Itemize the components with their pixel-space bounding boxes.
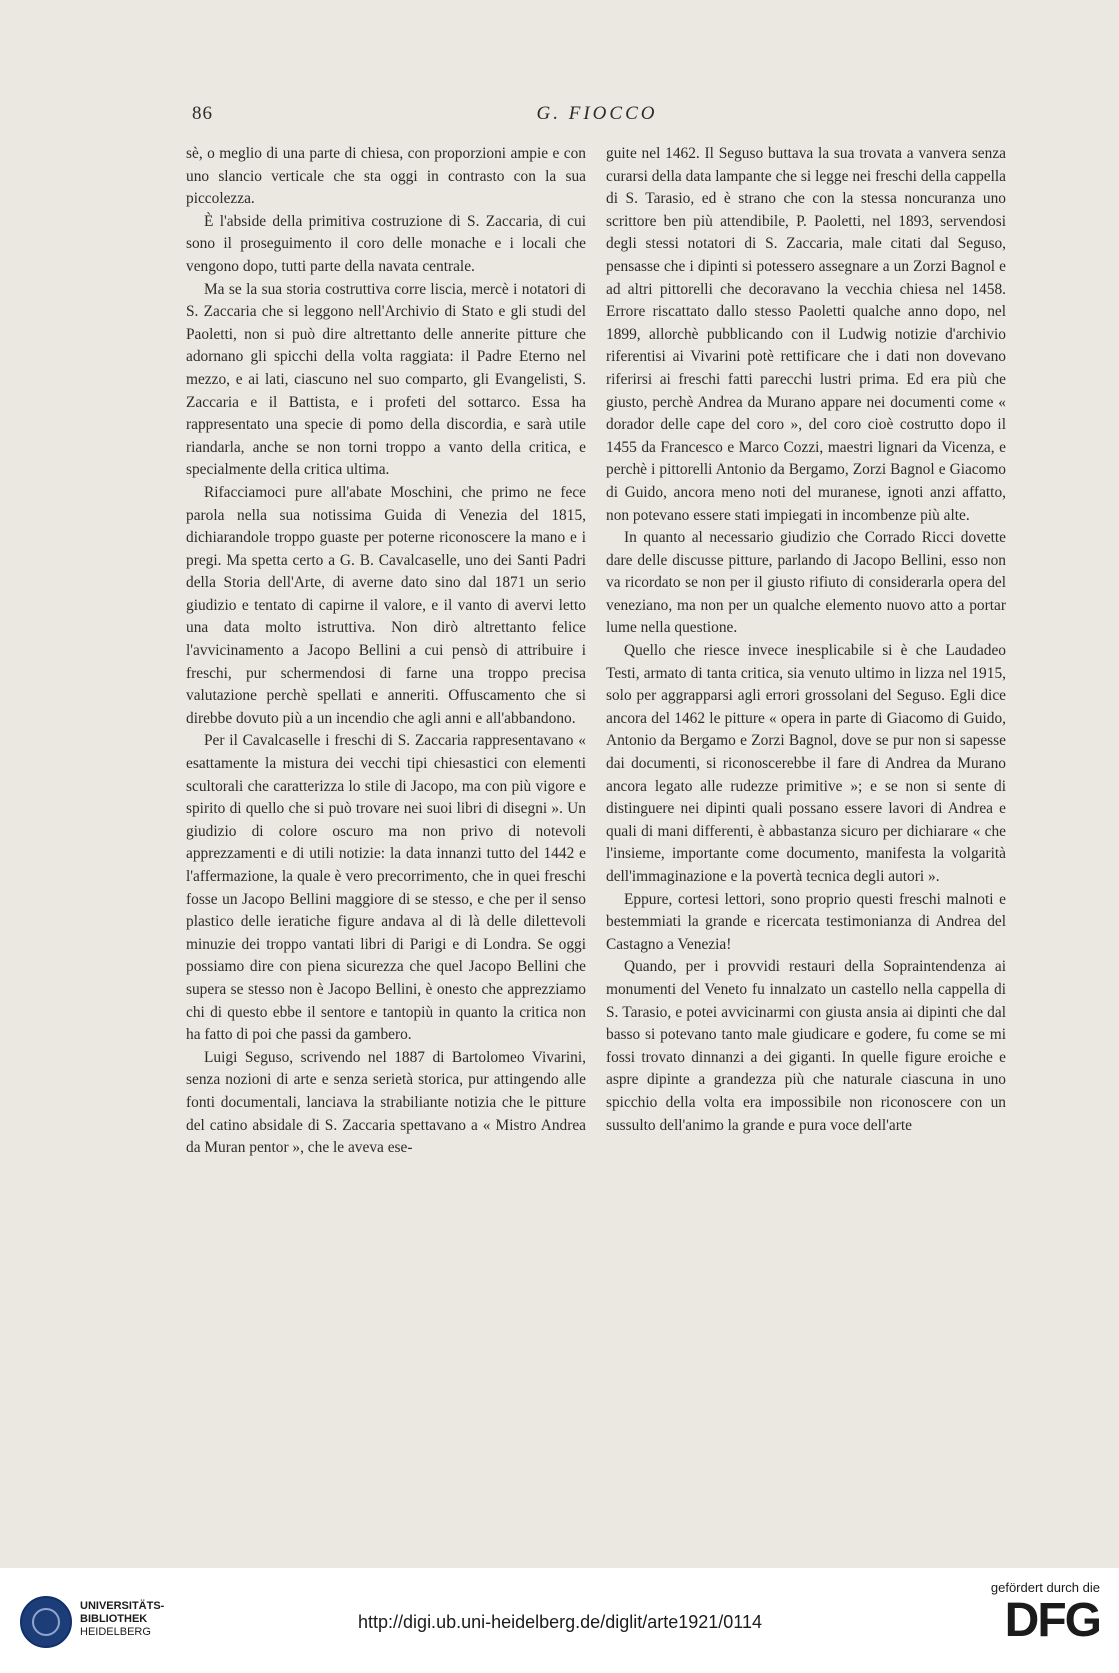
left-text-column [186,143,586,1160]
paragraph: Quello che riesce invece inesplicabile si è che Laudadeo Testi, armato di tanta critica, sia venuto ultimo in lizza nel 1915, solo per aggrapparsi agli errori grossolani del Seguso. Egli dice ancora del 1462 le pitture « opera in parte di Giacomo di Guido, Antonio da Bergamo e Zorzi Bagnol, dove se pur non si sapesse dai documenti, si riconoscerebbe il fare di Andrea da Murano ancora legato alle rudezze primitive »; e se non si sente di distinguere nei dipinti quali possano essere lavori di Andrea e quali di mani differenti, è abbastanza sicuro per dichiarare « che l'insieme, importante come documento, manifesta la volgarità dell'immaginazione e la povertà tecnica degli autori ». [606,642,1006,885]
running-head: G. FIOCCO [536,103,658,124]
paragraph: Eppure, cortesi lettori, sono proprio questi freschi malnoti e bestemmiati la grande e ricercata testimonianza di Andrea del Castagno a Venezia! [606,890,1006,953]
paragraph: Rifacciamoci pure all'abate Moschini, che primo ne fece parola nella sua notissima Guida di Venezia del 1815, dichiarandole troppo guaste per poterne riconoscere la mano e i pregi. Ma spetta certo a G. B. Cavalcaselle, uno dei Santi Padri della Storia dell'Arte, di averne dato sino dal 1871 un serio giudizio e tentato di capirne il valore, e il vanto di avervi letto una data molto istruttiva. Non dirò altrettanto felice l'avvicinamento a Jacopo Bellini a cui pensò di attribuire i freschi, pur schermendosi di farne una troppo precisa valutazione perchè spellati e anneriti. Offuscamento che si direbbe dovuto più a un incendio che agli anni e all'abbandono. [186,483,586,727]
page-header [192,103,1002,129]
library-name-line: HEIDELBERG [80,1626,151,1638]
permalink-url[interactable]: http://digi.ub.uni-heidelberg.de/diglit/arte1921/0114 [358,1612,762,1632]
paragraph: In quanto al necessario giudizio che Corrado Ricci dovette dare delle discusse pitture, parlando di Jacopo Bellini, esso non va ricordato se non per il giusto rifiuto di considerarla opera del veneziano, ma non per un qualche elemento nuovo atto a portar lume nella questione. [606,529,1006,637]
paragraph: Luigi Seguso, scrivendo nel 1887 di Bartolomeo Vivarini, senza nozioni di arte e senza serietà storica, pur attingendo alle fonti documentali, lanciava la strabiliante notizia che le pitture del catino absidale di S. Zaccaria spettavano a « Mistro Andrea da Muran pentor », che le aveva ese- [186,1048,586,1157]
paragraph: sè, o meglio di una parte di chiesa, con proporzioni ampie e con uno slancio verticale che sta oggi in contrasto con la sua piccolezza. [186,145,586,208]
right-text-column [606,143,1006,1137]
paragraph: È l'abside della primitiva costruzione di S. Zaccaria, di cui sono il proseguimento il coro delle monache e i locali che vengono dopo, tutti parte della navata centrale. [186,212,586,275]
paragraph: Per il Cavalcaselle i freschi di S. Zaccaria rappresentavano « esattamente la mistura dei vecchi tipi chiesastici con elementi scultorali che caratterizza lo stile di Jacopo, ma con più vigore e spirito di quello che si può trovare nei suoi libri di disegni ». Un giudizio di colore oscuro ma non privo di notevoli apprezzamenti e di utili notizie: la data innanzi tutto del 1442 e l'affermazione, la quale è vero precorrimento, che in quei freschi fosse un Jacopo Bellini maggiore di se stesso, e che per il senso plastico delle ieratiche figure andava al di là delle dilettevoli minuzie dei troppo vantati libri di Parigi e di Londra. Se oggi possiamo dire con piena sicurezza che quel Jacopo Bellini che supera se stesso non è Jacopo Bellini, è onesto che apprezziamo chi di questo ebbe il sentore e tantopiù in quanto la critica non ha fatto di poi che passi da gambero. [186,732,586,1044]
paragraph: guite nel 1462. Il Seguso buttava la sua trovata a vanvera senza curarsi della data lampante che si legge nei freschi della cappella di S. Tarasio, ed è strano che con la stessa noncuranza uno scrittore ben più attendibile, P. Paoletti, nel 1893, servendosi degli stessi notatori di S. Zaccaria, male citati dal Seguso, pensasse che i dipinti si potessero assegnare a un Zorzi Bagnol e ad altri pittorelli che decoravano la vecchia chiesa nel 1458. Errore riscattato dallo stesso Paoletti qualche anno dopo, nel 1899, allorchè pubblicando con il Ludwig notizie d'archivio riferentisi ai Vivarini potè rettificare che i dati non dovevano riferirsi ai freschi fatti parecchi lustri prima. Ed era più che giusto, perchè Andrea da Murano appare nei documenti come « dorador delle cape del coro », del coro cioè costrutto dopo il 1455 da Francesco e Marco Cozzi, maestri lignari da Vicenza, e perchè i pittorelli Antonio da Bergamo, Zorzi Bagnol e Giacomo di Guido, ancora meno noti del muranese, ignoti anzi affatto, non potevano essere stati impiegati in incombenze più alte. [606,145,1006,524]
funding-caption: gefördert durch die [990,1580,1100,1595]
dfg-logo-mark: DFG [1004,1594,1100,1647]
university-library-logo[interactable] [20,1596,170,1652]
dfg-logo[interactable] [960,1580,1100,1660]
paragraph: Ma se la sua storia costruttiva corre liscia, mercè i notatori di S. Zaccaria che si leggono nell'Archivio di Stato e gli studi del Paoletti, non si può dire altrettanto delle annerite pitture che adornano gli spicchi della volta raggiata: il Padre Eterno nel mezzo, e ai lati, ciascuno nel suo comparto, gli Evangelisti, S. Zaccaria e il Battista, e i profeti del sottarco. Essa ha rappresentato una specie di pomo della discordia, e sarà utile riandarla, anche se non torni troppo a vanto della critica, e specialmente della critica ultima. [186,280,586,479]
paragraph: Quando, per i provvidi restauri della Sopraintendenza ai monumenti del Veneto fu innalzato un castello nella cappella di S. Tarasio, e potei avvicinarmi con giusta ansia ai dipinti che dal basso si potevano tanto male giudicare e godere, fu come se mi fossi trovato dinnanzi a dei giganti. In quelle figure eroiche e aspre dipinte a grandezza più che naturale ciascuna in uno spicchio della volta era impossibile non riconoscere con un sussulto dell'animo la grande e pura voce dell'arte [606,958,1006,1134]
library-name [80,1600,180,1639]
university-seal-icon [20,1596,72,1648]
digitization-footer [0,1568,1119,1673]
library-name-line: UNIVERSITÄTS- [80,1600,165,1612]
page-number: 86 [192,103,213,124]
library-name-line: BIBLIOTHEK [80,1613,148,1625]
